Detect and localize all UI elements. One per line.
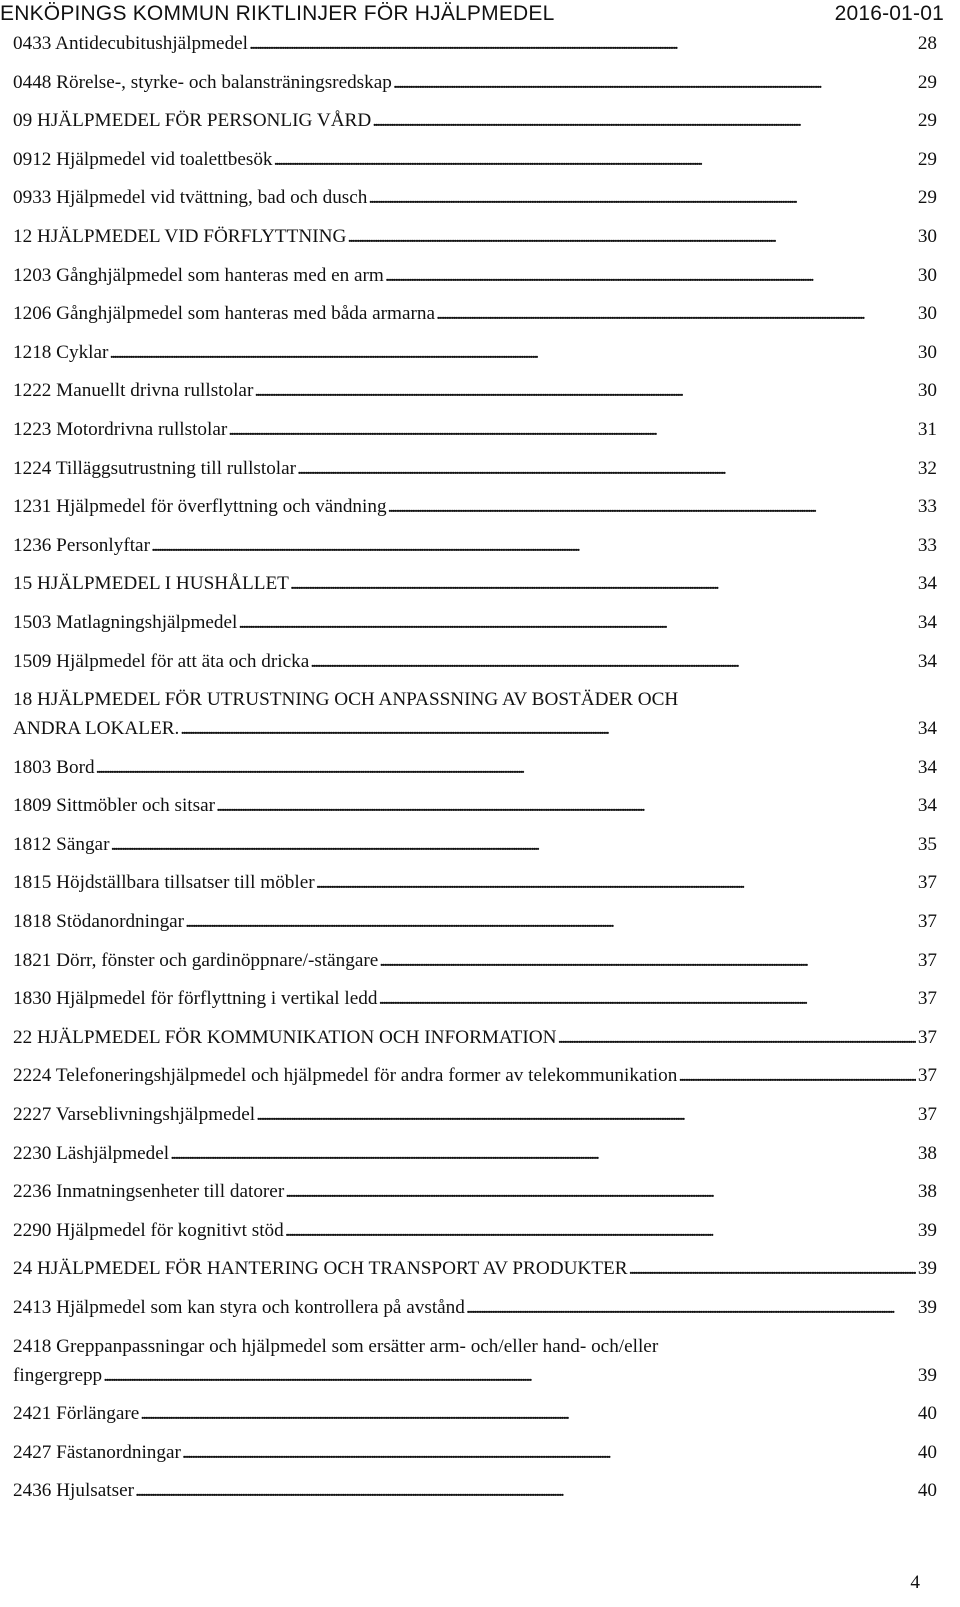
toc-entry[interactable] [13, 791, 937, 830]
toc-entry-page: 34 [917, 611, 937, 633]
toc-entry-title: 2224 Telefoneringshjälpmedel och hjälpmedel för andra former av telekommunikation [13, 1065, 678, 1087]
toc-entry[interactable] [13, 68, 937, 107]
toc-entry-page: 37 [917, 872, 937, 894]
toc-entry-page: 34 [917, 650, 937, 672]
toc-entry[interactable] [13, 647, 937, 686]
toc-entry-page: 35 [917, 833, 937, 855]
dot-leader [228, 419, 916, 441]
toc-entry-page: 28 [917, 33, 937, 54]
dot-leader [254, 380, 915, 402]
toc-entry-title: 24 HJÄLPMEDEL FÖR HANTERING OCH TRANSPORT AV PRODUKTER [13, 1258, 628, 1280]
toc-entry[interactable] [13, 1476, 937, 1515]
toc-entry-title: 1203 Gånghjälpmedel som hanteras med en arm [13, 264, 384, 286]
toc-entry-page: 40 [917, 1480, 937, 1502]
toc-entry-title: 1231 Hjälpmedel för överflyttning och vändning [13, 496, 387, 518]
toc-entry[interactable] [13, 531, 937, 570]
toc-entry-page: 34 [917, 756, 937, 778]
dot-leader [256, 1104, 916, 1126]
toc-entry[interactable] [13, 1216, 937, 1255]
toc-entry[interactable] [13, 946, 937, 985]
toc-entry-page: 37 [917, 910, 937, 932]
toc-entry[interactable] [13, 338, 937, 377]
toc-entry-page: 39 [917, 1219, 937, 1241]
toc-entry-title: 18 HJÄLPMEDEL FÖR UTRUSTNING OCH ANPASSNING AV BOSTÄDER OCH [13, 689, 679, 711]
toc-entry-page: 30 [917, 225, 937, 247]
dot-leader [185, 911, 916, 933]
toc-entry-page: 31 [917, 418, 937, 440]
toc-entry-page: 37 [917, 1026, 937, 1048]
toc-entry-page: 40 [917, 1441, 937, 1463]
toc-entry[interactable] [13, 1293, 937, 1332]
toc-entry-page: 29 [917, 71, 937, 93]
table-of-contents [13, 29, 937, 1515]
dot-leader [285, 1220, 916, 1242]
toc-entry[interactable] [13, 29, 937, 68]
toc-entry-page: 30 [917, 264, 937, 286]
toc-entry[interactable] [13, 1177, 937, 1216]
toc-entry-title: 2421 Förlängare [13, 1403, 140, 1424]
toc-entry[interactable] [13, 1061, 937, 1100]
toc-entry[interactable] [13, 492, 937, 531]
dot-leader [378, 988, 915, 1010]
toc-entry-title: 2413 Hjälpmedel som kan styra och kontrollera på avstånd [13, 1296, 465, 1318]
toc-entry-page: 29 [917, 187, 937, 209]
toc-entry-page: 34 [917, 718, 937, 740]
toc-entry[interactable] [13, 868, 937, 907]
header-date: 2016-01-01 [834, 2, 944, 25]
dot-leader [238, 612, 915, 634]
toc-entry[interactable] [13, 1399, 937, 1438]
toc-entry-title: 1809 Sittmöbler och sitsar [13, 795, 215, 817]
toc-entry-page: 37 [917, 988, 937, 1010]
toc-entry-title: 1206 Gånghjälpmedel som hanteras med båda armarna [13, 303, 435, 325]
toc-entry-title: 0448 Rörelse-, styrke- och balansträningsredskap [13, 71, 392, 93]
dot-leader [368, 187, 915, 209]
dot-leader [678, 1065, 915, 1087]
toc-entry-title: 1236 Personlyftar [13, 534, 150, 556]
toc-entry[interactable] [13, 454, 937, 493]
toc-entry[interactable] [13, 608, 937, 647]
dot-leader [347, 226, 915, 248]
toc-entry-title: 0912 Hjälpmedel vid toalettbesök [13, 148, 273, 170]
toc-entry-page: 38 [917, 1142, 937, 1164]
dot-leader [629, 1258, 916, 1280]
dot-leader [379, 950, 916, 972]
toc-entry-title: 1224 Tilläggsutrustning till rullstolar [13, 457, 297, 479]
toc-entry-page: 29 [917, 110, 937, 132]
toc-entry-title: 2427 Fästanordningar [13, 1441, 181, 1463]
header-title: ENKÖPINGS KOMMUN RIKTLINJER FÖR HJÄLPMEDEL [0, 2, 555, 25]
toc-entry-page: 33 [917, 534, 937, 556]
toc-entry-page: 34 [917, 795, 937, 817]
toc-entry-title: 0433 Antidecubitushjälpmedel [13, 33, 249, 54]
dot-leader [393, 72, 916, 94]
toc-entry-title-continued: ANDRA LOKALER. [13, 718, 180, 740]
dot-leader [103, 1365, 916, 1387]
toc-entry-page: 39 [917, 1296, 937, 1318]
dot-leader [96, 757, 916, 779]
toc-entry-title-continued: fingergrepp [13, 1364, 103, 1386]
toc-entry[interactable] [13, 183, 937, 222]
toc-entry-title: 1812 Sängar [13, 833, 110, 855]
toc-entry-page: 33 [917, 496, 937, 518]
dot-leader [140, 1403, 916, 1425]
page-number: 4 [910, 1572, 920, 1593]
toc-entry-title: 1821 Dörr, fönster och gardinöppnare/-stängare [13, 949, 379, 971]
running-header [0, 0, 960, 30]
toc-entry-page: 40 [917, 1403, 937, 1424]
toc-entry-page: 29 [917, 148, 937, 170]
toc-entry-title: 2230 Läshjälpmedel [13, 1142, 170, 1164]
dot-leader [557, 1027, 915, 1049]
toc-entry[interactable] [13, 376, 937, 415]
toc-entry-title: 15 HJÄLPMEDEL I HUSHÅLLET [13, 573, 289, 595]
toc-entry-title: 1223 Motordrivna rullstolar [13, 418, 228, 440]
toc-entry-page: 39 [917, 1364, 937, 1386]
toc-entry-title: 2227 Varseblivningshjälpmedel [13, 1103, 256, 1125]
toc-entry-title: 1222 Manuellt drivna rullstolar [13, 380, 254, 402]
dot-leader [372, 110, 916, 132]
toc-entry-title: 1815 Höjdställbara tillsatser till möbler [13, 872, 315, 894]
toc-entry-page: 30 [917, 303, 937, 325]
toc-entry-page: 38 [917, 1181, 937, 1203]
dot-leader [182, 1442, 916, 1464]
toc-entry-page: 37 [917, 1065, 937, 1087]
toc-entry[interactable] [13, 1438, 937, 1477]
toc-entry-title: 1218 Cyklar [13, 341, 109, 363]
toc-entry-title: 1503 Matlagningshjälpmedel [13, 611, 238, 633]
toc-entry-page: 30 [917, 341, 937, 363]
toc-entry[interactable] [13, 984, 937, 1023]
toc-entry-page: 34 [917, 573, 937, 595]
toc-entry-title: 1803 Bord [13, 756, 95, 778]
dot-leader [216, 795, 916, 817]
toc-entry[interactable] [13, 145, 937, 184]
toc-entry[interactable] [13, 106, 937, 145]
dot-leader [385, 265, 916, 287]
dot-leader [297, 458, 916, 480]
toc-entry[interactable] [13, 1332, 937, 1400]
dot-leader [249, 33, 916, 55]
dot-leader [151, 535, 916, 557]
toc-entry[interactable] [13, 261, 937, 300]
toc-entry[interactable] [13, 1023, 937, 1062]
dot-leader [466, 1297, 916, 1319]
toc-entry[interactable] [13, 830, 937, 869]
toc-entry[interactable] [13, 299, 937, 338]
dot-leader [110, 834, 915, 856]
toc-entry-page: 39 [917, 1258, 937, 1280]
toc-entry-title: 0933 Hjälpmedel vid tvättning, bad och dusch [13, 187, 368, 209]
dot-leader [310, 651, 916, 673]
toc-entry-title: 1830 Hjälpmedel för förflyttning i vertikal ledd [13, 988, 378, 1010]
toc-entry-page: 37 [917, 949, 937, 971]
toc-entry[interactable] [13, 1254, 937, 1293]
toc-entry-title: 2436 Hjulsatser [13, 1480, 134, 1502]
toc-entry-title: 12 HJÄLPMEDEL VID FÖRFLYTTNING [13, 225, 347, 247]
toc-entry-title: 22 HJÄLPMEDEL FÖR KOMMUNIKATION OCH INFORMATION [13, 1026, 557, 1048]
toc-entry[interactable] [13, 1139, 937, 1178]
toc-entry-title: 1509 Hjälpmedel för att äta och dricka [13, 650, 310, 672]
toc-entry[interactable] [13, 907, 937, 946]
toc-entry-title: 2418 Greppanpassningar och hjälpmedel som ersätter arm- och/eller hand- och/eller [13, 1335, 659, 1357]
dot-leader [285, 1181, 916, 1203]
toc-entry-page: 32 [917, 457, 937, 479]
dot-leader [436, 303, 916, 325]
dot-leader [109, 342, 915, 364]
toc-entry-title: 09 HJÄLPMEDEL FÖR PERSONLIG VÅRD [13, 110, 372, 132]
toc-entry[interactable] [13, 569, 937, 608]
dot-leader [170, 1143, 916, 1165]
dot-leader [135, 1480, 916, 1502]
dot-leader [274, 149, 916, 171]
toc-entry-page: 37 [917, 1103, 937, 1125]
dot-leader [180, 718, 916, 740]
dot-leader [316, 872, 916, 894]
toc-entry[interactable] [13, 415, 937, 454]
toc-entry[interactable] [13, 222, 937, 261]
toc-entry[interactable] [13, 753, 937, 792]
toc-entry-page: 30 [917, 380, 937, 402]
toc-entry-title: 2290 Hjälpmedel för kognitivt stöd [13, 1219, 284, 1241]
toc-entry[interactable] [13, 1100, 937, 1139]
dot-leader [290, 573, 916, 595]
toc-entry-title: 1818 Stödanordningar [13, 910, 185, 932]
toc-entry-title: 2236 Inmatningsenheter till datorer [13, 1181, 285, 1203]
dot-leader [388, 496, 916, 518]
toc-entry[interactable] [13, 685, 937, 753]
